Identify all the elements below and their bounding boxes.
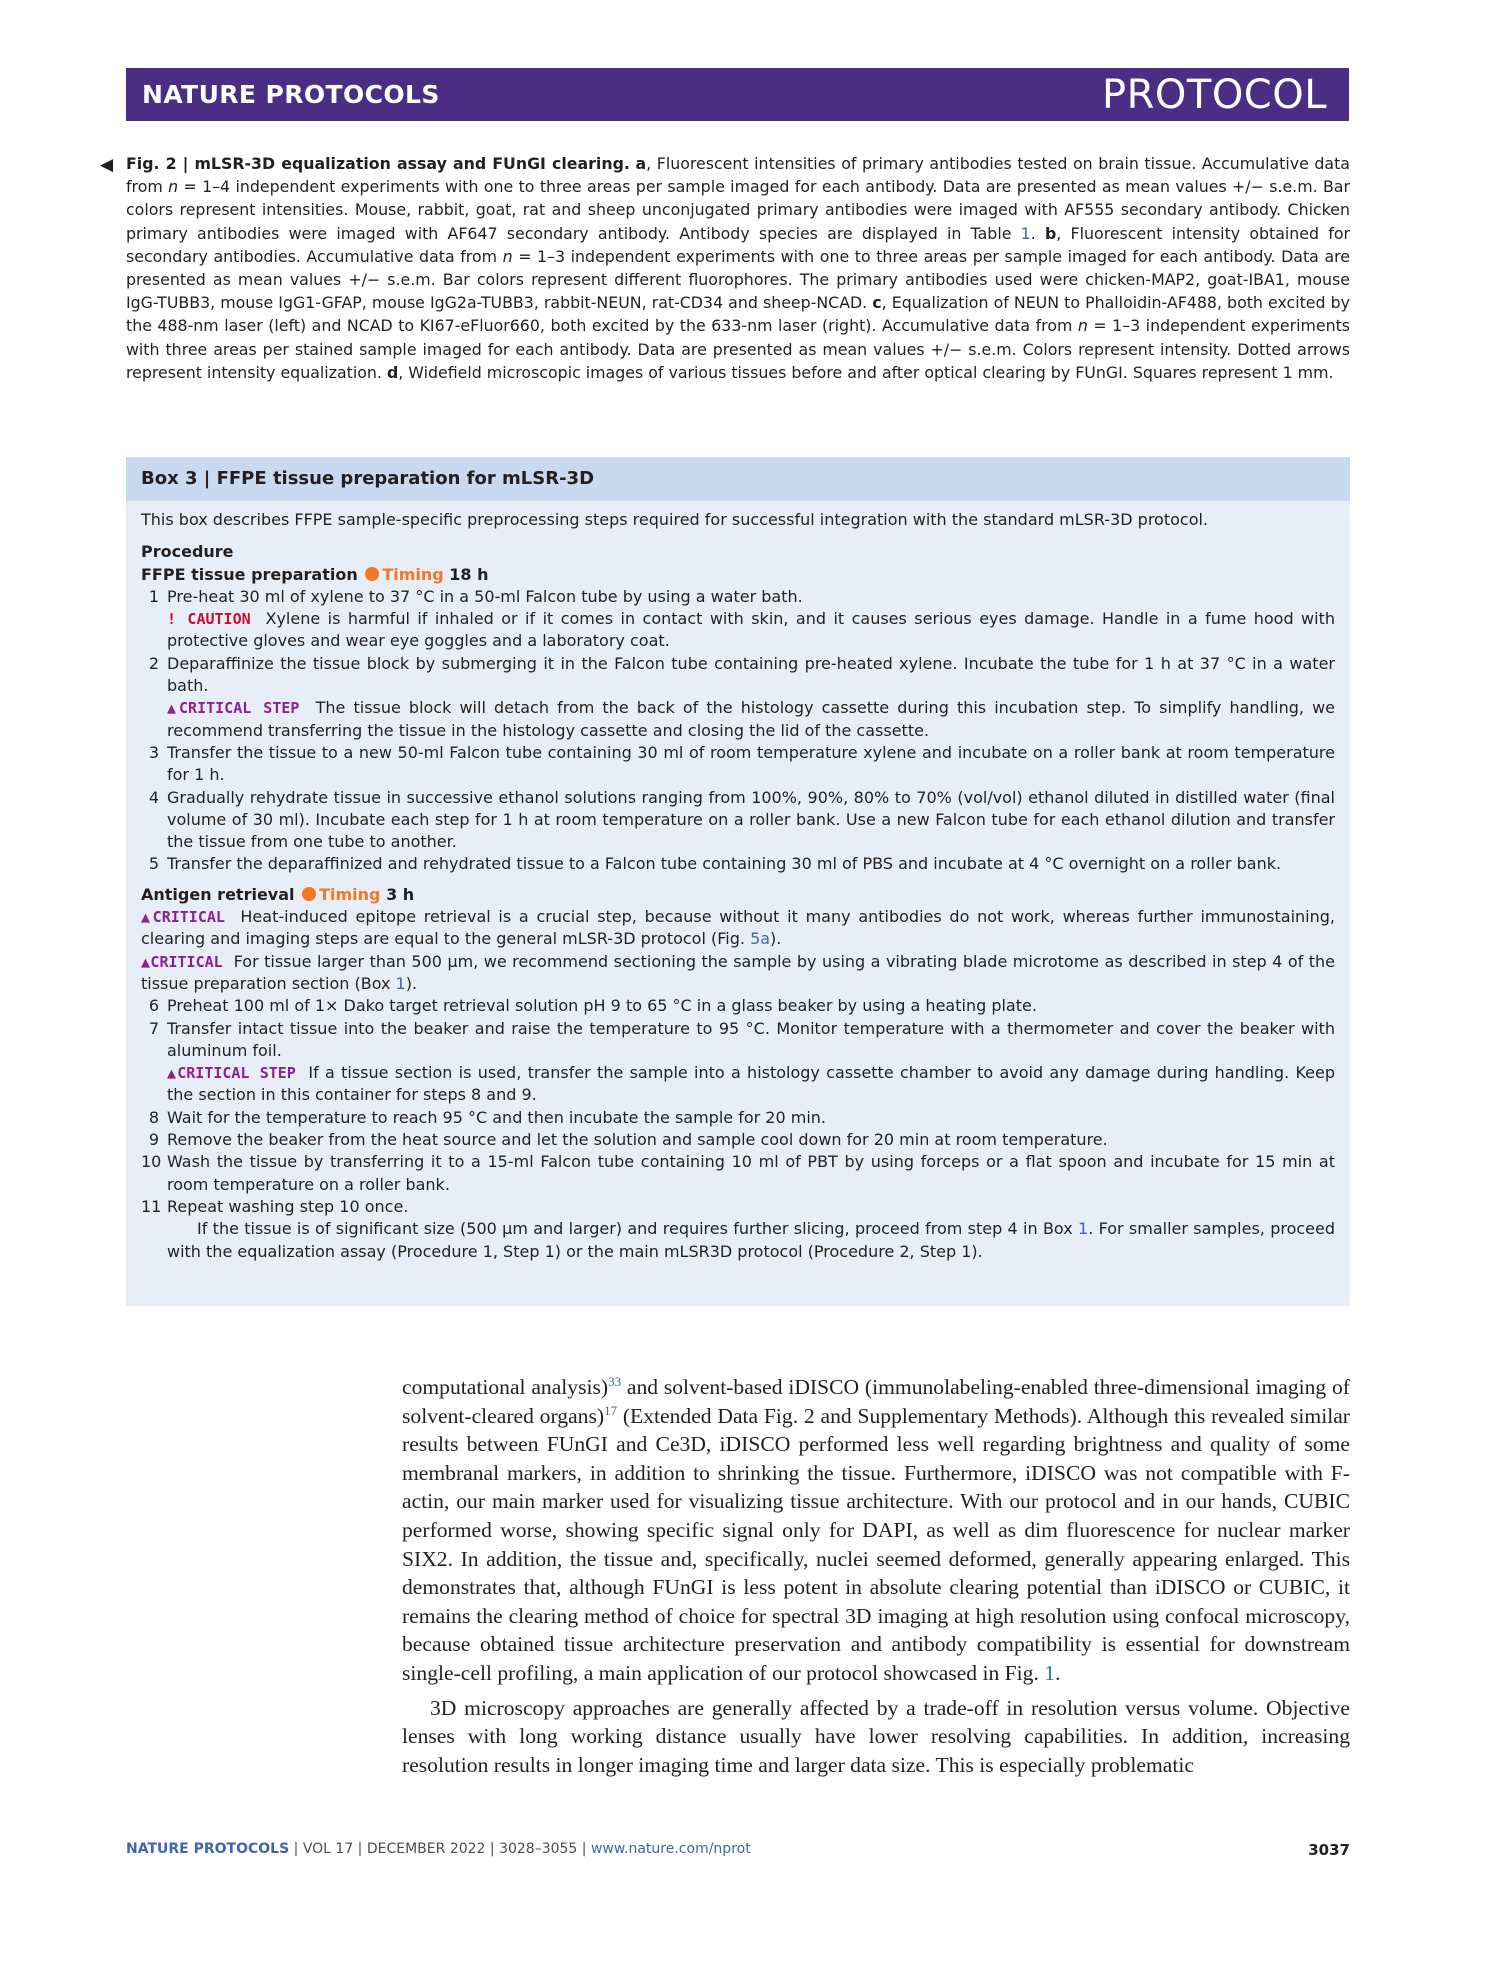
- box-note: If the tissue is of significant size (500 μm and larger) and requires further slicing, proceed from step 4 in Box 1. For smaller samples, proceed with the equalization assay (Procedure 1, Step 1) or the main mLSR3D protocol (Procedure 2, Step 1).: [167, 1219, 1336, 1261]
- journal-header: [126, 68, 1349, 121]
- timing-icon: [302, 887, 316, 901]
- section-ffpe-heading: FFPE tissue preparation Timing 18 h: [141, 564, 489, 584]
- citation-link[interactable]: 17: [604, 1402, 618, 1418]
- step-7: 7 Transfer intact tissue into the beaker and raise the temperature to 95 °C. Monitor temperature with a thermometer and cover the beaker with aluminum foil.: [148, 1018, 1335, 1060]
- critical-label: ▲CRITICAL: [141, 952, 223, 971]
- paragraph: computational analysis)$^{33}$ and solvent-based iDISCO (immunolabeling-enabled three-dimensional imaging of solvent-cleared organs)$^{17}$ (Extended Data Fig. 2 and Supplementary Methods). Although this revealed similar results between FUnGI and Ce3D, iDISCO performed less well regarding brightness and quality of some membranal markers, in addition to shrinking the tissue. Furthermore, iDISCO was not compatible with F-actin, our main marker used for visualizing tissue architecture. With our protocol and in our hands, CUBIC performed worse, showing specific signal only for DAPI, as well as dim fluorescence for nuclear marker SIX2. In addition, the tissue and, specifically, nuclei seemed deformed, generally appearing enlarged. This demonstrates that, although FUnGI is less potent in absolute clearing potential than iDISCO or CUBIC, it remains the clearing method of choice for spectral 3D imaging at high resolution using confocal microscopy, because obtained tissue architecture preservation and antibody compatibility is essential for downstream single-cell profiling, a main application of our protocol showcased in Fig. 1.: [402, 1373, 1350, 1685]
- caption-d-label: d: [386, 362, 399, 382]
- step-3: 3 Transfer the tissue to a new 50-ml Falcon tube containing 30 ml of room temperature xylene and incubate on a roller bank at room temperature for 1 h.: [148, 742, 1335, 785]
- step-6: 6 Preheat 100 ml of 1× Dako target retrieval solution pH 9 to 65 °C in a glass beaker by using a heating plate.: [148, 996, 1037, 1016]
- page-footer: NATURE PROTOCOLS | VOL 17 | DECEMBER 2022 | 3028–3055 | www.nature.com/nprot 3037: [126, 1841, 1350, 1859]
- timing-icon: [365, 567, 379, 581]
- step-11: 11 Repeat washing step 10 once.: [141, 1196, 409, 1216]
- caption-c-label: c: [872, 293, 882, 313]
- step-4: 4 Gradually rehydrate tissue in successive ethanol solutions ranging from 100%, 90%, 80% to 70% (vol/vol) ethanol diluted in distilled water (final volume of 30 ml). Incubate each step for 1 h at room temperature on a roller bank. Use a new Falcon tube for each ethanol dilution and transfer the tissue from one tube to another.: [148, 787, 1335, 852]
- box-title: Box 3 | FFPE tissue preparation for mLSR-3D: [126, 457, 1350, 501]
- figure-caption: ◀ Fig. 2 | mLSR-3D equalization assay and FUnGI clearing. a, Fluorescent intensities of primary antibodies tested on brain tissue. Accumulative data from n = 1–4 independent experiments with one to three areas per sample imaged for each antibody. Data are presented as mean values +/− s.e.m. Bar colors represent intensities. Mouse, rabbit, goat, rat and sheep unconjugated primary antibodies were imaged with AF555 secondary antibody. Chicken primary antibodies were imaged with AF647 secondary antibody. Antibody species are displayed in Table 1. b, Fluorescent intensity obtained for secondary antibodies. Accumulative data from n = 1–3 independent experiments with one to three areas per sample imaged for each antibody. Data are presented as mean values +/− s.e.m. Bar colors represent different fluorophores. The primary antibodies used were chicken-MAP2, goat-IBA1, mouse IgG-TUBB3, mouse IgG1-GFAP, mouse IgG2a-TUBB3, rabbit-NEUN, rat-CD34 and sheep-NCAD. c, Equalization of NEUN to Phalloidin-AF488, both excited by the 488-nm laser (left) and NCAD to KI67-eFluor660, both excited by the 633-nm laser (right). Accumulative data from n = 1–3 independent experiments with three areas per stained sample imaged for each antibody. Data are presented as mean values +/− s.e.m. Colors represent intensity. Dotted arrows represent intensity equalization. d, Widefield microscopic images of various tissues before and after optical clearing by FUnGI. Squares represent 1 mm.: [100, 154, 1351, 382]
- critical-step-label: ▲CRITICAL STEP: [167, 1064, 296, 1083]
- caption-arrow-icon: ◀: [100, 155, 114, 175]
- box-3: [126, 457, 1350, 1306]
- box-intro: This box describes FFPE sample-specific preprocessing steps required for successful integration with the standard mLSR-3D protocol.: [141, 510, 1209, 529]
- page-number: 3037: [1308, 1841, 1350, 1859]
- step-9: 9 Remove the beaker from the heat source and let the solution and sample cool down for 20 min at room temperature.: [148, 1130, 1108, 1150]
- caution-label: ! CAUTION: [167, 610, 251, 629]
- caution-1: ! CAUTION Xylene is harmful if inhaled or if it comes in contact with skin, and it causes serious eyes damage. Handle in a fume hood with protective gloves and wear eye goggles and a laboratory coat.: [167, 609, 1336, 651]
- citation-link[interactable]: 33: [608, 1373, 622, 1389]
- journal-name: NATURE PROTOCOLS: [142, 80, 440, 109]
- critical-step-1: ▲CRITICAL STEP The tissue block will detach from the back of the histology cassette during this incubation step. To simplify handling, we recommend transferring the tissue in the histology cassette and closing the lid of the cassette.: [167, 698, 1336, 740]
- critical-step-label: ▲CRITICAL STEP: [167, 699, 300, 718]
- step-5: 5 Transfer the deparaffinized and rehydrated tissue to a Falcon tube containing 30 ml of PBS and incubate at 4 °C overnight on a roller bank.: [148, 854, 1282, 874]
- footer-date: DECEMBER 2022: [366, 1841, 486, 1857]
- main-text: [402, 1373, 1350, 1779]
- article-type: PROTOCOL: [1101, 72, 1327, 118]
- footer-volume: VOL 17: [302, 1841, 354, 1857]
- section-antigen-heading: Antigen retrieval Timing 3 h: [141, 884, 415, 904]
- step-2: 2 Deparaffinize the tissue block by submerging it in the Falcon tube containing pre-heated xylene. Incubate the tube for 1 h at 37 °C in a water bath.: [148, 653, 1335, 696]
- step-10: 10 Wash the tissue by transferring it to a 15-ml Falcon tube containing 10 ml of PBT by using forceps or a flat spoon and incubate for 15 min at room temperature on a roller bank.: [141, 1152, 1335, 1194]
- paragraph: 3D microscopy approaches are generally affected by a trade-off in resolution versus volume. Objective lenses with long working distance usually have lower resolving capabilities. In addition, increasing resolution results in longer imaging time and larger data size. This is especially problematic: [402, 1695, 1350, 1777]
- box-ref-link[interactable]: 1: [395, 973, 406, 993]
- table-ref-link[interactable]: 1: [1020, 223, 1031, 243]
- critical-step-2: ▲CRITICAL STEP If a tissue section is used, transfer the sample into a histology cassette chamber to avoid any damage during handling. Keep the section in this container for steps 8 and 9.: [167, 1063, 1335, 1105]
- caption-b-label: b: [1044, 223, 1057, 243]
- fig-ref-link[interactable]: 5a: [750, 929, 771, 949]
- fig-ref-link[interactable]: 1: [1044, 1660, 1056, 1685]
- caption-a-label: a: [635, 154, 647, 173]
- box-ref-link[interactable]: 1: [1078, 1219, 1089, 1239]
- procedure-heading: Procedure: [141, 542, 234, 562]
- critical-3: ▲CRITICAL For tissue larger than 500 μm, we recommend sectioning the sample by using a vibrating blade microtome as described in step 4 of the tissue preparation section (Box 1).: [141, 951, 1335, 993]
- critical-2: ▲CRITICAL Heat-induced epitope retrieval is a crucial step, because without it many antibodies do not work, whereas further immunostaining, clearing and imaging steps are equal to the general mLSR-3D protocol (Fig. 5a).: [141, 907, 1336, 949]
- step-1: 1 Pre-heat 30 ml of xylene to 37 °C in a 50-ml Falcon tube by using a water bath.: [148, 586, 803, 606]
- critical-label: ▲CRITICAL: [141, 908, 225, 927]
- footer-url-link[interactable]: www.nature.com/nprot: [590, 1841, 751, 1857]
- caption-label: Fig. 2 | mLSR-3D equalization assay and FUnGI clearing.: [126, 154, 630, 173]
- footer-pages: 3028–3055: [499, 1841, 578, 1857]
- step-8: 8 Wait for the temperature to reach 95 °C and then incubate the sample for 20 min.: [148, 1107, 826, 1127]
- footer-journal: NATURE PROTOCOLS: [126, 1841, 290, 1857]
